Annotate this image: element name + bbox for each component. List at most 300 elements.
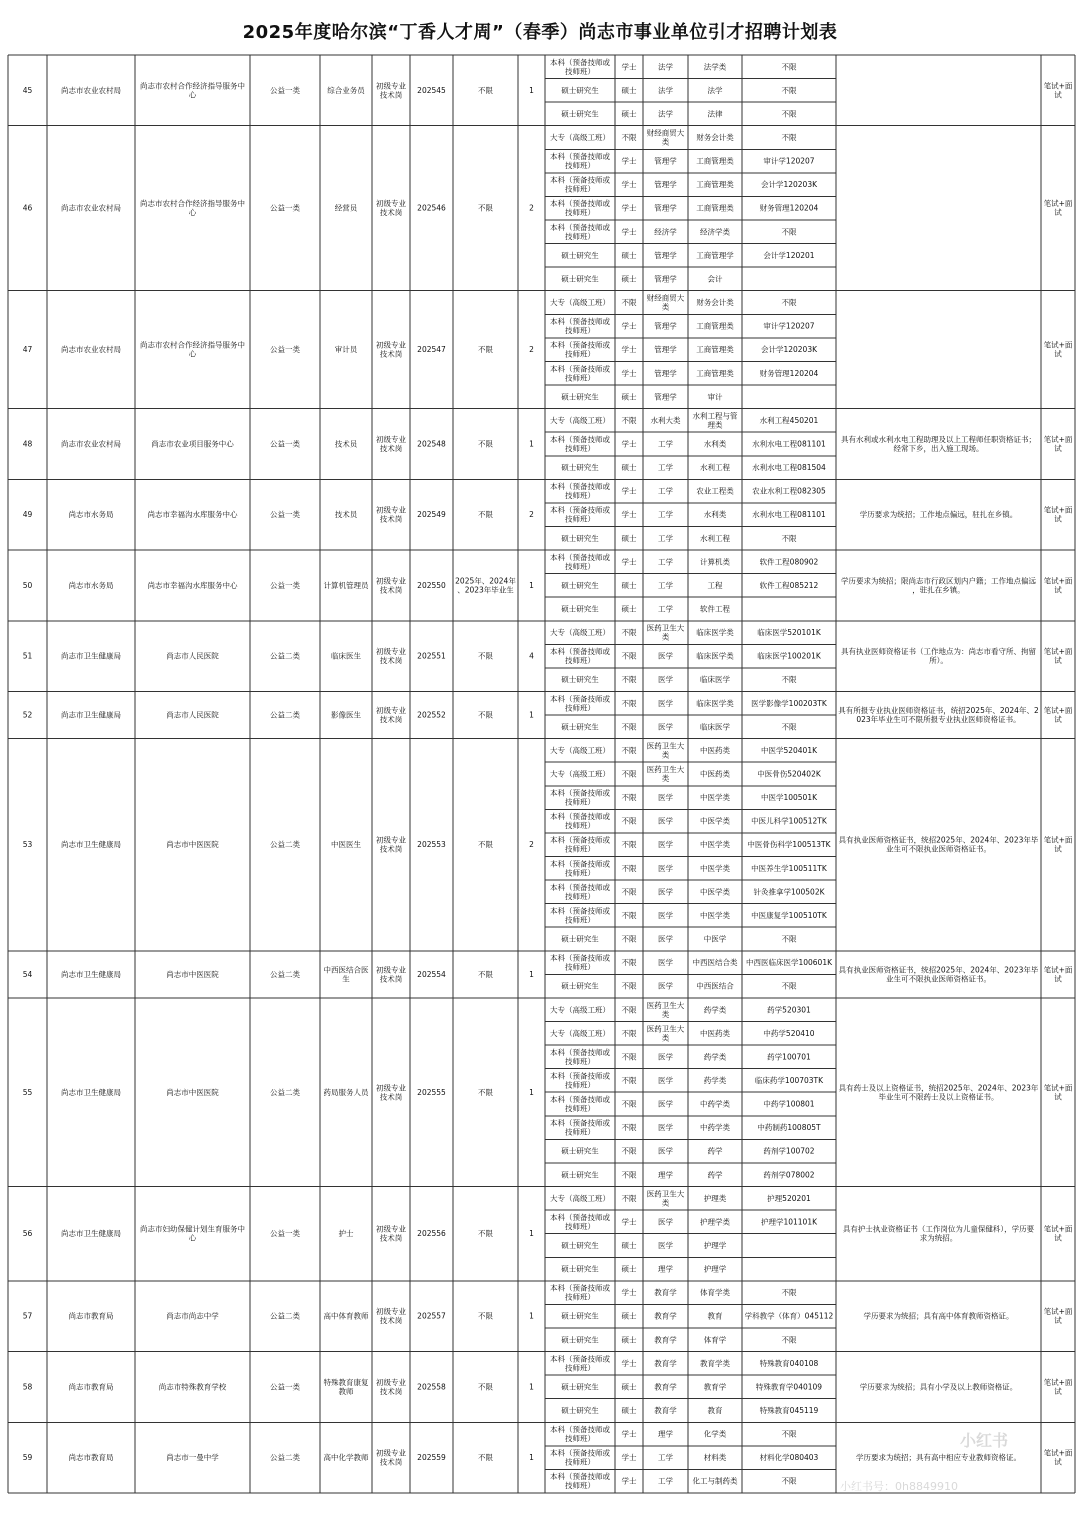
job-unit-cell: 尚志市中医医院 — [166, 1087, 219, 1097]
req-education-cell: 硕士研究生 — [561, 109, 599, 119]
req-class-cell: 工商管理类 — [696, 321, 734, 331]
job-post-cell: 药局服务人员 — [323, 1087, 369, 1097]
req-discipline-cell: 工学 — [658, 604, 673, 614]
job-grad-cell: 不限 — [478, 1311, 493, 1321]
req-degree-cell: 不限 — [621, 698, 637, 708]
job-remark-cell: 学历要求为统招；工作地点偏远，驻扎在乡镇。 — [859, 510, 1018, 520]
job-ptype-cell: 初级专业技术岗 — [376, 505, 406, 524]
job-remark-cell: 具有药士及以上资格证书，统招2025年、2024年、2023年毕业生可不限药士及以上资格证书。 — [838, 1083, 1039, 1102]
req-degree-cell: 学士 — [621, 156, 637, 166]
req-class-cell: 水利工程 — [700, 533, 730, 543]
req-education-cell: 本科（预备技师或技师班） — [550, 317, 610, 336]
job-num-cell: 2 — [529, 510, 534, 520]
job-ptype-cell: 初级专业技术岗 — [376, 576, 406, 595]
job-unit-cell: 尚志市农业项目服务中心 — [151, 439, 234, 449]
req-discipline-cell: 医学 — [658, 1146, 673, 1156]
req-education-cell: 硕士研究生 — [561, 604, 599, 614]
req-major-cell: 材料化学080403 — [759, 1453, 819, 1463]
job-kind-cell: 公益一类 — [270, 1229, 300, 1239]
job-kind-cell: 公益一类 — [270, 85, 300, 95]
req-degree-cell: 不限 — [621, 934, 637, 944]
job-kind-cell: 公益二类 — [270, 1087, 300, 1097]
req-class-cell: 工商管理类 — [696, 345, 734, 355]
req-class-cell: 体育学 — [703, 1335, 727, 1345]
req-education-cell: 本科（预备技师或技师班） — [550, 199, 610, 218]
job-exam-cell: 笔试+面试 — [1043, 1377, 1073, 1396]
req-class-cell: 中医学类 — [700, 887, 730, 897]
req-degree-cell: 不限 — [621, 1099, 637, 1109]
req-major-cell: 财务管理120204 — [759, 368, 819, 378]
req-discipline-cell: 医学 — [658, 934, 673, 944]
job-post-cell: 技术员 — [334, 510, 358, 520]
req-degree-cell: 不限 — [621, 1193, 637, 1203]
job-kind-cell: 公益二类 — [270, 969, 300, 979]
req-degree-cell: 硕士 — [621, 1382, 637, 1392]
req-major-cell: 不限 — [781, 85, 797, 95]
req-class-cell: 工商管理类 — [696, 368, 734, 378]
req-major-cell: 会计学120203K — [760, 345, 818, 355]
req-class-cell: 法律 — [707, 109, 723, 119]
job-unit-cell: 尚志市人民医院 — [166, 651, 219, 661]
req-discipline-cell: 理学 — [658, 1170, 673, 1180]
job-grad-cell: 不限 — [478, 1087, 493, 1097]
req-education-cell: 大专（高级工班） — [550, 628, 610, 638]
job-ptype-cell: 初级专业技术岗 — [376, 81, 406, 100]
job-grad-cell: 不限 — [478, 203, 493, 213]
job-grad-cell: 不限 — [478, 85, 493, 95]
job-dept-cell: 尚志市农业农村局 — [61, 345, 121, 355]
job-no-cell: 58 — [22, 1382, 33, 1392]
req-education-cell: 本科（预备技师或技师班） — [550, 812, 610, 831]
req-degree-cell: 不限 — [621, 745, 637, 755]
req-class-cell: 中西医结合类 — [692, 958, 738, 968]
req-discipline-cell: 管理学 — [654, 345, 677, 355]
job-ptype-cell: 初级专业技术岗 — [376, 1083, 406, 1102]
req-discipline-cell: 工学 — [658, 486, 673, 496]
req-degree-cell: 硕士 — [621, 392, 637, 402]
job-exam-cell: 笔试+面试 — [1043, 1448, 1073, 1467]
req-degree-cell: 不限 — [621, 298, 637, 308]
job-code-cell: 202546 — [417, 203, 446, 213]
job-code-cell: 202558 — [417, 1382, 446, 1392]
req-discipline-cell: 工学 — [658, 580, 673, 590]
req-degree-cell: 不限 — [621, 1052, 637, 1062]
req-class-cell: 药学类 — [703, 1052, 727, 1062]
req-discipline-cell: 管理学 — [654, 274, 677, 284]
req-class-cell: 计算机类 — [700, 557, 730, 567]
req-education-cell: 大专（高级工班） — [550, 1193, 610, 1203]
job-num-cell: 1 — [529, 439, 534, 449]
job-dept-cell: 尚志市教育局 — [68, 1382, 114, 1392]
req-discipline-cell: 管理学 — [654, 250, 677, 260]
job-post-cell: 护士 — [338, 1229, 354, 1239]
req-class-cell: 中医药类 — [700, 1028, 730, 1038]
req-class-cell: 中医学 — [703, 934, 727, 944]
req-major-cell: 护理学101101K — [760, 1217, 818, 1227]
job-grad-cell: 不限 — [478, 439, 493, 449]
req-major-cell: 临床医学100201K — [757, 651, 821, 661]
job-grad-cell: 不限 — [478, 710, 493, 720]
req-discipline-cell: 教育学 — [654, 1358, 677, 1368]
job-no-cell: 49 — [22, 510, 33, 520]
req-class-cell: 中药学类 — [700, 1123, 730, 1133]
req-education-cell: 本科（预备技师或技师班） — [550, 175, 610, 194]
req-major-cell: 中药学100801 — [763, 1099, 815, 1109]
req-education-cell: 本科（预备技师或技师班） — [550, 1212, 610, 1231]
req-discipline-cell: 法学 — [658, 85, 673, 95]
job-num-cell: 2 — [529, 203, 534, 213]
req-major-cell: 不限 — [781, 1288, 797, 1298]
req-discipline-cell: 医学 — [658, 1052, 673, 1062]
req-class-cell: 护理学类 — [700, 1217, 730, 1227]
req-degree-cell: 不限 — [621, 1123, 637, 1133]
job-no-cell: 56 — [22, 1229, 33, 1239]
req-degree-cell: 学士 — [621, 345, 637, 355]
req-discipline-cell: 工学 — [658, 533, 673, 543]
job-grad-cell: 不限 — [478, 1453, 493, 1463]
job-unit-cell: 尚志市幸福沟水库服务中心 — [147, 510, 238, 520]
req-degree-cell: 硕士 — [621, 1335, 637, 1345]
req-degree-cell: 学士 — [621, 486, 637, 496]
req-major-cell: 特殊教育学040109 — [755, 1382, 823, 1392]
job-num-cell: 1 — [529, 580, 534, 590]
job-remark-cell: 具有执业医师资格证书，统招2025年、2024年、2023年毕业生可不限执业医师资格证书。 — [838, 835, 1039, 854]
job-kind-cell: 公益二类 — [270, 840, 300, 850]
req-education-cell: 本科（预备技师或技师班） — [550, 1354, 610, 1373]
job-num-cell: 1 — [529, 1087, 534, 1097]
req-degree-cell: 不限 — [621, 1146, 637, 1156]
req-class-cell: 经济学类 — [700, 227, 730, 237]
job-unit-cell: 尚志市特殊教育学校 — [158, 1382, 227, 1392]
req-discipline-cell: 医药卫生大类 — [646, 1189, 685, 1208]
req-degree-cell: 不限 — [621, 887, 637, 897]
job-ptype-cell: 初级专业技术岗 — [376, 434, 406, 453]
job-ptype-cell: 初级专业技术岗 — [376, 1377, 406, 1396]
req-education-cell: 本科（预备技师或技师班） — [550, 953, 610, 972]
req-degree-cell: 硕士 — [621, 580, 637, 590]
req-degree-cell: 学士 — [621, 1288, 637, 1298]
req-degree-cell: 硕士 — [621, 1406, 637, 1416]
req-education-cell: 本科（预备技师或技师班） — [550, 694, 610, 713]
job-unit-cell: 尚志市农村合作经济指导服务中心 — [140, 340, 245, 359]
req-major-cell: 不限 — [781, 1335, 797, 1345]
req-discipline-cell: 理学 — [658, 1429, 673, 1439]
req-education-cell: 本科（预备技师或技师班） — [550, 1448, 610, 1467]
req-degree-cell: 学士 — [621, 1429, 637, 1439]
req-discipline-cell: 工学 — [658, 439, 673, 449]
job-ptype-cell: 初级专业技术岗 — [376, 1224, 406, 1243]
job-code-cell: 202549 — [417, 510, 446, 520]
req-degree-cell: 硕士 — [621, 1311, 637, 1321]
req-discipline-cell: 医学 — [658, 840, 673, 850]
req-major-cell: 不限 — [781, 1476, 797, 1486]
req-major-cell: 审计学120207 — [763, 156, 815, 166]
req-major-cell: 水利水电工程081504 — [752, 463, 826, 473]
job-code-cell: 202557 — [417, 1311, 446, 1321]
req-degree-cell: 硕士 — [621, 463, 637, 473]
job-remark-cell: 学历要求为统招；具有高中相应专业教师资格证。 — [856, 1453, 1021, 1463]
req-education-cell: 本科（预备技师或技师班） — [550, 859, 610, 878]
req-degree-cell: 硕士 — [621, 85, 637, 95]
job-num-cell: 1 — [529, 1382, 534, 1392]
req-discipline-cell: 财经商贸大类 — [646, 128, 685, 147]
req-degree-cell: 不限 — [621, 981, 637, 991]
req-class-cell: 水利类 — [703, 510, 727, 520]
job-exam-cell: 笔试+面试 — [1043, 1224, 1073, 1243]
req-discipline-cell: 医学 — [658, 675, 673, 685]
job-dept-cell: 尚志市水务局 — [68, 580, 114, 590]
req-degree-cell: 学士 — [621, 1476, 637, 1486]
req-major-cell: 药学520301 — [767, 1005, 811, 1015]
req-degree-cell: 学士 — [621, 368, 637, 378]
job-code-cell: 202555 — [417, 1087, 446, 1097]
job-dept-cell: 尚志市农业农村局 — [61, 85, 121, 95]
req-discipline-cell: 法学 — [658, 109, 673, 119]
req-discipline-cell: 教育学 — [654, 1406, 677, 1416]
req-discipline-cell: 医学 — [658, 1240, 673, 1250]
job-exam-cell: 笔试+面试 — [1043, 647, 1073, 666]
job-dept-cell: 尚志市卫生健康局 — [61, 1087, 121, 1097]
req-education-cell: 硕士研究生 — [561, 1335, 599, 1345]
req-class-cell: 财务会计类 — [696, 133, 734, 143]
job-no-cell: 52 — [22, 710, 33, 720]
job-ptype-cell: 初级专业技术岗 — [376, 1307, 406, 1326]
job-post-cell: 中医医生 — [331, 840, 361, 850]
job-kind-cell: 公益二类 — [270, 651, 300, 661]
req-major-cell: 农业水利工程082305 — [752, 486, 826, 496]
job-grad-cell: 不限 — [478, 345, 493, 355]
job-code-cell: 202550 — [417, 580, 446, 590]
job-unit-cell: 尚志市人民医院 — [166, 710, 219, 720]
job-post-cell: 特殊教育康复教师 — [323, 1377, 369, 1396]
req-discipline-cell: 医药卫生大类 — [646, 623, 685, 642]
job-kind-cell: 公益二类 — [270, 710, 300, 720]
req-major-cell: 不限 — [781, 934, 797, 944]
req-discipline-cell: 法学 — [658, 62, 673, 72]
req-education-cell: 硕士研究生 — [561, 1264, 599, 1274]
req-major-cell: 不限 — [781, 722, 797, 732]
req-major-cell: 中医骨伤520402K — [757, 769, 821, 779]
req-major-cell: 不限 — [781, 533, 797, 543]
req-degree-cell: 不限 — [621, 628, 637, 638]
req-class-cell: 教育学类 — [700, 1358, 730, 1368]
req-discipline-cell: 工学 — [658, 463, 673, 473]
job-no-cell: 47 — [22, 345, 33, 355]
req-class-cell: 护理学 — [703, 1240, 727, 1250]
req-class-cell: 药学 — [707, 1170, 723, 1180]
job-post-cell: 中西医结合医生 — [323, 965, 369, 984]
req-major-cell: 中医学100501K — [760, 793, 818, 803]
job-exam-cell: 笔试+面试 — [1043, 835, 1073, 854]
req-education-cell: 硕士研究生 — [561, 1311, 599, 1321]
watermark: 小红书 — [960, 1431, 1009, 1450]
req-major-cell: 针灸推拿学100502K — [753, 887, 825, 897]
req-class-cell: 财务会计类 — [696, 298, 734, 308]
req-major-cell: 临床医学520101K — [757, 628, 821, 638]
req-degree-cell: 硕士 — [621, 533, 637, 543]
req-degree-cell: 学士 — [621, 203, 637, 213]
req-major-cell: 中医骨伤科学100513TK — [747, 840, 831, 850]
req-major-cell: 中医儿科学100512TK — [751, 816, 827, 826]
job-dept-cell: 尚志市农业农村局 — [61, 203, 121, 213]
req-degree-cell: 不限 — [621, 1028, 637, 1038]
job-unit-cell: 尚志市尚志中学 — [166, 1311, 219, 1321]
req-discipline-cell: 医学 — [658, 910, 673, 920]
req-education-cell: 硕士研究生 — [561, 934, 599, 944]
job-unit-cell: 尚志市幸福沟水库服务中心 — [147, 580, 238, 590]
req-degree-cell: 学士 — [621, 557, 637, 567]
req-class-cell: 教育 — [707, 1311, 723, 1321]
req-discipline-cell: 经济学 — [654, 227, 677, 237]
req-major-cell: 会计学120201 — [763, 250, 815, 260]
req-education-cell: 硕士研究生 — [561, 981, 599, 991]
req-class-cell: 护理学 — [703, 1264, 727, 1274]
req-education-cell: 本科（预备技师或技师班） — [550, 1047, 610, 1066]
req-discipline-cell: 医药卫生大类 — [646, 1000, 685, 1019]
job-dept-cell: 尚志市卫生健康局 — [61, 1229, 121, 1239]
job-no-cell: 59 — [22, 1453, 33, 1463]
req-discipline-cell: 教育学 — [654, 1311, 677, 1321]
req-major-cell: 水利水电工程081101 — [752, 510, 826, 520]
req-discipline-cell: 管理学 — [654, 368, 677, 378]
job-kind-cell: 公益一类 — [270, 510, 300, 520]
job-num-cell: 1 — [529, 1311, 534, 1321]
watermark-handle: 小红书号：0h8849910 — [840, 1480, 958, 1493]
req-class-cell: 中医学类 — [700, 840, 730, 850]
req-class-cell: 中医学类 — [700, 863, 730, 873]
req-discipline-cell: 医学 — [658, 1099, 673, 1109]
req-degree-cell: 不限 — [621, 910, 637, 920]
job-post-cell: 临床医生 — [331, 651, 361, 661]
job-exam-cell: 笔试+面试 — [1043, 1307, 1073, 1326]
job-code-cell: 202548 — [417, 439, 446, 449]
job-remark-cell: 具有执业医师资格证书，统招2025年、2024年、2023年毕业生可不限执业医师资格证书。 — [838, 965, 1039, 984]
req-class-cell: 水利工程与管理类 — [692, 411, 738, 430]
req-discipline-cell: 医学 — [658, 887, 673, 897]
req-discipline-cell: 医学 — [658, 1217, 673, 1227]
job-ptype-cell: 初级专业技术岗 — [376, 340, 406, 359]
job-num-cell: 1 — [529, 1229, 534, 1239]
job-post-cell: 审计员 — [334, 345, 358, 355]
req-education-cell: 本科（预备技师或技师班） — [550, 482, 610, 501]
req-education-cell: 大专（高级工班） — [550, 769, 610, 779]
req-education-cell: 硕士研究生 — [561, 85, 599, 95]
req-education-cell: 大专（高级工班） — [550, 1005, 610, 1015]
req-class-cell: 工程 — [707, 580, 723, 590]
req-degree-cell: 不限 — [621, 840, 637, 850]
job-unit-cell: 尚志市农村合作经济指导服务中心 — [140, 199, 245, 218]
req-major-cell: 审计学120207 — [763, 321, 815, 331]
req-class-cell: 法学类 — [703, 62, 727, 72]
req-major-cell: 水利水电工程081101 — [752, 439, 826, 449]
job-remark-cell: 学历要求为统招；具有小学及以上教师资格证。 — [859, 1382, 1018, 1392]
req-discipline-cell: 管理学 — [654, 321, 677, 331]
req-class-cell: 临床医学 — [700, 722, 730, 732]
req-degree-cell: 不限 — [621, 863, 637, 873]
req-class-cell: 法学 — [707, 85, 723, 95]
req-degree-cell: 不限 — [621, 675, 637, 685]
req-major-cell: 软件工程085212 — [759, 580, 819, 590]
req-degree-cell: 学士 — [621, 1453, 637, 1463]
req-class-cell: 化学类 — [703, 1429, 727, 1439]
job-post-cell: 经营员 — [334, 203, 358, 213]
req-discipline-cell: 医药卫生大类 — [646, 1024, 685, 1043]
req-class-cell: 护理类 — [703, 1193, 727, 1203]
req-major-cell: 不限 — [781, 133, 797, 143]
req-class-cell: 化工与制药类 — [692, 1476, 738, 1486]
job-exam-cell: 笔试+面试 — [1043, 199, 1073, 218]
page-title: 2025年度哈尔滨“丁香人才周”（春季）尚志市事业单位引才招聘计划表 — [242, 22, 838, 43]
req-class-cell: 审计 — [707, 392, 723, 402]
req-degree-cell: 不限 — [621, 415, 637, 425]
req-class-cell: 中西医结合 — [696, 981, 734, 991]
job-post-cell: 技术员 — [334, 439, 358, 449]
job-post-cell: 计算机管理员 — [323, 580, 369, 590]
job-unit-cell: 尚志市一曼中学 — [166, 1453, 219, 1463]
req-discipline-cell: 教育学 — [654, 1382, 677, 1392]
req-education-cell: 本科（预备技师或技师班） — [550, 434, 610, 453]
req-degree-cell: 硕士 — [621, 250, 637, 260]
req-major-cell: 不限 — [781, 298, 797, 308]
req-discipline-cell: 医药卫生大类 — [646, 741, 685, 760]
req-degree-cell: 学士 — [621, 62, 637, 72]
req-class-cell: 材料类 — [703, 1453, 727, 1463]
job-dept-cell: 尚志市水务局 — [68, 510, 114, 520]
job-grad-cell: 不限 — [478, 1229, 493, 1239]
req-education-cell: 硕士研究生 — [561, 392, 599, 402]
job-no-cell: 50 — [22, 580, 33, 590]
job-code-cell: 202559 — [417, 1453, 446, 1463]
job-no-cell: 57 — [22, 1311, 33, 1321]
req-degree-cell: 学士 — [621, 1217, 637, 1227]
req-discipline-cell: 医学 — [658, 1075, 673, 1085]
job-unit-cell: 尚志市妇幼保健计划生育服务中心 — [140, 1224, 245, 1243]
req-class-cell: 中医学类 — [700, 793, 730, 803]
req-class-cell: 工商管理类 — [696, 180, 734, 190]
req-class-cell: 体育学类 — [700, 1288, 730, 1298]
job-no-cell: 55 — [22, 1087, 33, 1097]
job-no-cell: 48 — [22, 439, 33, 449]
req-discipline-cell: 医学 — [658, 698, 673, 708]
req-class-cell: 临床医学类 — [696, 698, 734, 708]
job-no-cell: 51 — [22, 651, 33, 661]
job-code-cell: 202547 — [417, 345, 446, 355]
req-degree-cell: 学士 — [621, 510, 637, 520]
req-degree-cell: 不限 — [621, 1075, 637, 1085]
job-dept-cell: 尚志市卫生健康局 — [61, 840, 121, 850]
req-major-cell: 药剂学100702 — [763, 1146, 815, 1156]
job-dept-cell: 尚志市卫生健康局 — [61, 651, 121, 661]
req-major-cell: 特殊教育045119 — [759, 1406, 819, 1416]
req-education-cell: 大专（高级工班） — [550, 1028, 610, 1038]
job-dept-cell: 尚志市教育局 — [68, 1311, 114, 1321]
job-no-cell: 46 — [22, 203, 33, 213]
job-dept-cell: 尚志市卫生健康局 — [61, 710, 121, 720]
req-education-cell: 本科（预备技师或技师班） — [550, 1425, 610, 1444]
job-num-cell: 1 — [529, 710, 534, 720]
job-kind-cell: 公益一类 — [270, 439, 300, 449]
job-grad-cell: 不限 — [478, 510, 493, 520]
req-discipline-cell: 医学 — [658, 863, 673, 873]
req-class-cell: 药学 — [707, 1146, 723, 1156]
job-remark-cell: 学历要求为统招；限尚志市行政区划内户籍；工作地点偏远，驻扎在乡镇。 — [841, 576, 1036, 595]
req-degree-cell: 不限 — [621, 133, 637, 143]
req-degree-cell: 不限 — [621, 769, 637, 779]
req-degree-cell: 学士 — [621, 321, 637, 331]
req-degree-cell: 不限 — [621, 1170, 637, 1180]
req-degree-cell: 学士 — [621, 1358, 637, 1368]
job-exam-cell: 笔试+面试 — [1043, 434, 1073, 453]
